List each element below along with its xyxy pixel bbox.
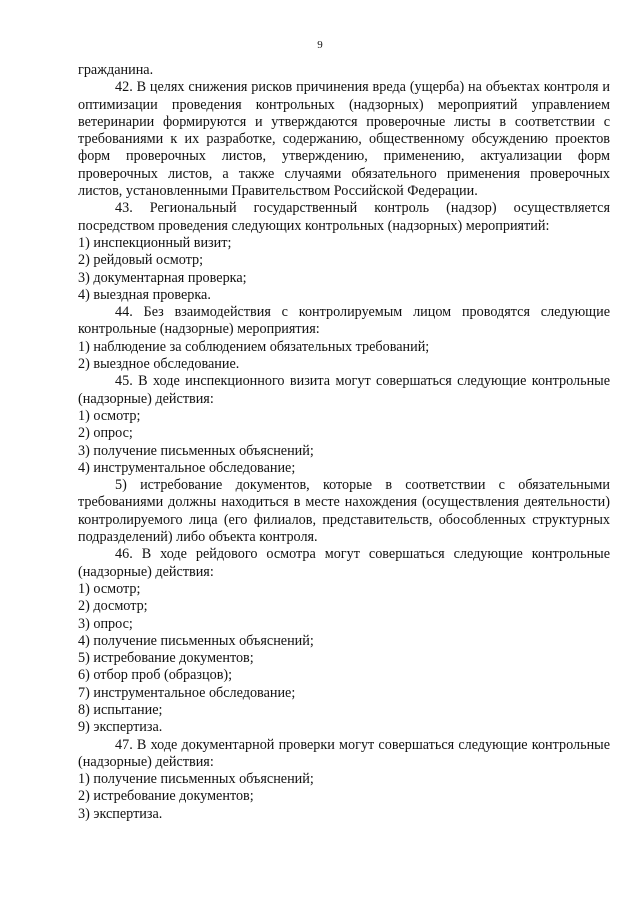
list-item: 9) экспертиза. <box>78 719 163 736</box>
list-item: 2) досмотр; <box>78 598 148 615</box>
list-item: 3) экспертиза. <box>78 805 163 822</box>
list-item: 4) инструментальное обследование; <box>78 459 296 476</box>
list-item: 4) выездная проверка. <box>78 286 211 303</box>
paragraph-42: 42. В целях снижения рисков причинения вреда (ущерба) на объектах контроля и оптимизации проведения контрольных (надзорных) мероприятий управлением ветеринарии формируются и утверждаются проверочные листы в соответствии с требованиями к их разработке, содержанию, общественному обсуждению проектов форм проверочных листов, утверждению, применению, актуализации форм проверочных листов, а также случаями обязательного применения проверочных листов, установленными Правительством Российской Федерации. <box>78 79 610 200</box>
list-item: 5) истребование документов; <box>78 650 254 667</box>
list-item: 3) опрос; <box>78 615 133 632</box>
list-item: 1) осмотр; <box>78 407 141 424</box>
list-item: 2) опрос; <box>78 425 133 442</box>
document-body <box>78 62 610 823</box>
list-item: 2) рейдовый осмотр; <box>78 252 204 269</box>
page-number: 9 <box>317 39 323 51</box>
paragraph-43: 43. Региональный государственный контроль (надзор) осуществляется посредством проведения следующих контрольных (надзорных) мероприятий: <box>78 200 610 234</box>
list-item-long: 5) истребование документов, которые в соответствии с обязательными требованиями должны находиться в месте нахождения (осуществления деятельности) контролируемого лица (его филиалов, представительств, обособленных структурных подразделений) либо объекта контроля. <box>78 477 610 546</box>
paragraph-45: 45. В ходе инспекционного визита могут совершаться следующие контрольные (надзорные) действия: <box>78 373 610 407</box>
list-item: 8) испытание; <box>78 701 163 718</box>
paragraph-47: 47. В ходе документарной проверки могут совершаться следующие контрольные (надзорные) действия: <box>78 736 610 770</box>
list-item: 6) отбор проб (образцов); <box>78 667 233 684</box>
paragraph-44: 44. Без взаимодействия с контролируемым лицом проводятся следующие контрольные (надзорные) мероприятия: <box>78 304 610 338</box>
list-item: 1) наблюдение за соблюдением обязательных требований; <box>78 338 430 355</box>
paragraph-continuation: гражданина. <box>78 62 154 78</box>
list-item: 3) получение письменных объяснений; <box>78 442 314 459</box>
list-item: 7) инструментальное обследование; <box>78 684 296 701</box>
list-item: 1) осмотр; <box>78 580 141 597</box>
list-item: 3) документарная проверка; <box>78 269 247 286</box>
list-item: 4) получение письменных объяснений; <box>78 632 314 649</box>
paragraph-46: 46. В ходе рейдового осмотра могут совершаться следующие контрольные (надзорные) действия: <box>78 546 610 580</box>
list-item: 1) инспекционный визит; <box>78 234 232 251</box>
list-item: 2) истребование документов; <box>78 788 254 805</box>
list-item: 2) выездное обследование. <box>78 356 240 373</box>
list-item: 1) получение письменных объяснений; <box>78 771 314 788</box>
